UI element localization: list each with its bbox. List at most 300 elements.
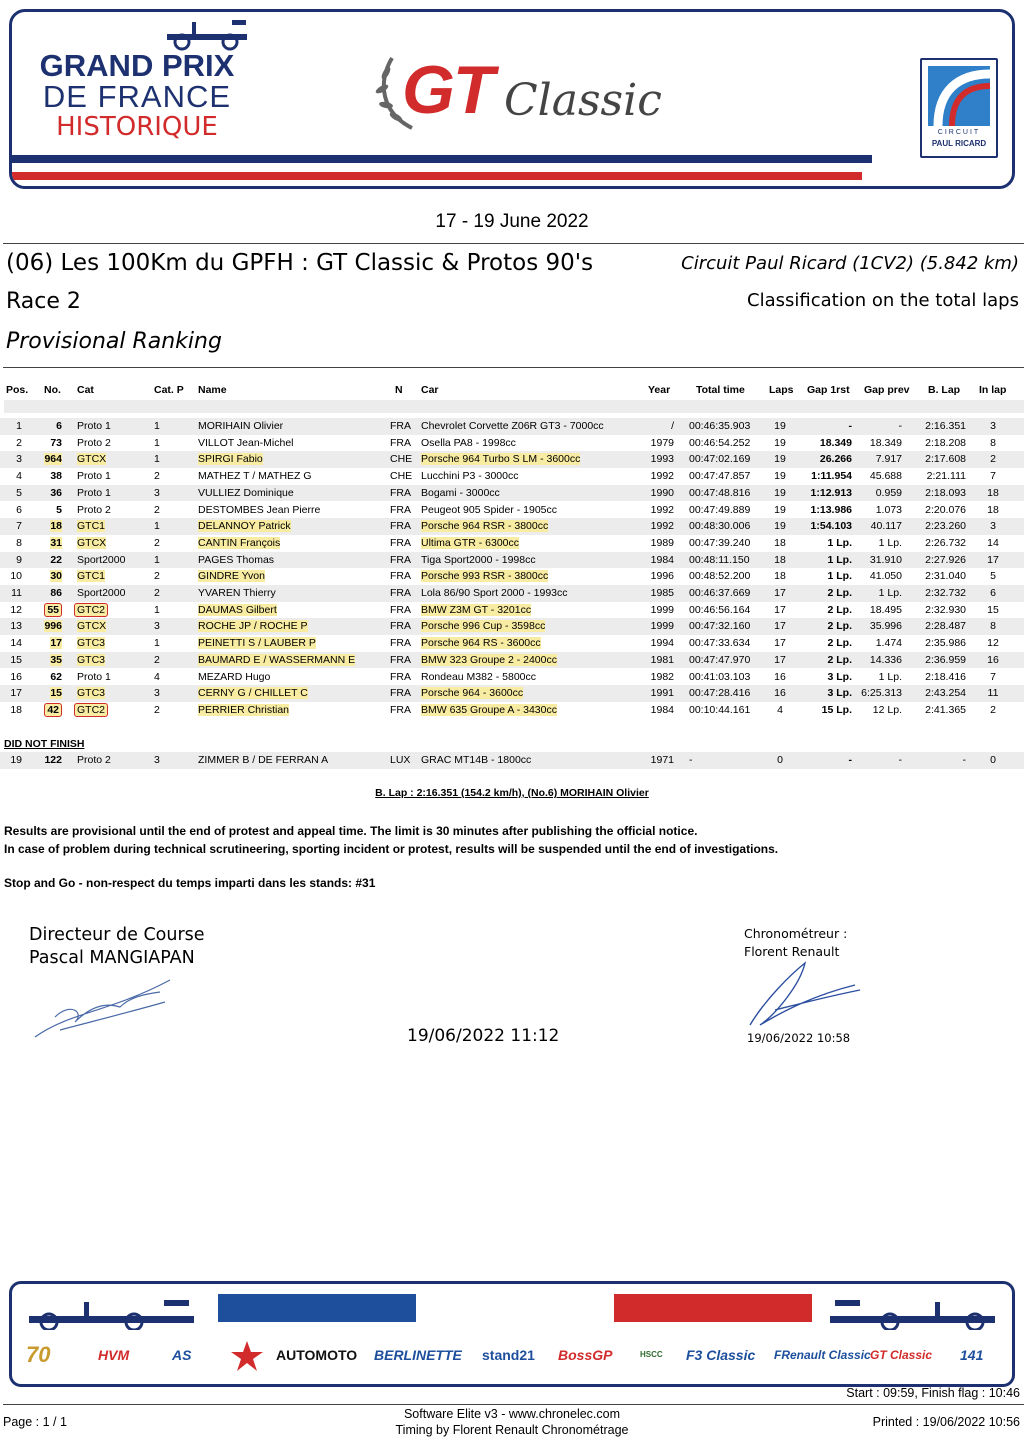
cell-no	[34, 537, 62, 549]
cell-name	[198, 453, 378, 465]
cell-time-value: 00:41:03.103	[689, 670, 751, 683]
cell-blap	[912, 487, 966, 499]
cell-pos	[0, 537, 22, 549]
cell-time	[689, 704, 757, 716]
cell-pos	[0, 754, 22, 766]
cell-pos	[0, 671, 22, 683]
cell-year	[642, 437, 674, 449]
cell-name	[198, 487, 378, 499]
cell-cat	[77, 487, 137, 499]
cell-inlap-value: 3	[990, 520, 996, 533]
cell-blap	[912, 537, 966, 549]
cell-name-value: DELANNOY Patrick	[198, 520, 291, 533]
start-finish-times: Start : 09:59, Finish flag : 10:46	[846, 1386, 1020, 1400]
cell-catp-value: 1	[154, 553, 160, 566]
cell-year-value: 1981	[650, 653, 674, 666]
cell-n	[390, 554, 416, 566]
cell-gapp-value: 1.474	[875, 637, 902, 650]
cell-pos-value: 5	[16, 486, 22, 499]
cell-inlap-value: 0	[990, 754, 996, 766]
cell-time-value: 00:47:33.634	[689, 637, 751, 650]
cell-blap-value: 2:17.608	[925, 453, 966, 466]
cell-gap1-value: 1 Lp.	[827, 570, 852, 583]
cell-n	[390, 453, 416, 465]
cell-no	[34, 654, 62, 666]
cell-no	[34, 437, 62, 449]
cell-no-value: 55	[44, 603, 62, 617]
cell-pos	[0, 620, 22, 632]
cell-name-value: ROCHE JP / ROCHE P	[198, 620, 308, 633]
cell-gap1	[796, 637, 852, 649]
cell-n	[390, 654, 416, 666]
cell-time	[689, 470, 757, 482]
sponsor-gt-classic: GT Classic	[870, 1348, 933, 1362]
cell-blap-value: 2:18.416	[925, 670, 966, 683]
cell-car-value: Chevrolet Corvette Z06R GT3 - 7000cc	[421, 420, 604, 432]
cell-cat-value: GTC2	[74, 603, 108, 617]
cell-pos-value: 19	[10, 754, 22, 766]
cell-cat	[77, 604, 137, 616]
cell-n	[390, 570, 416, 582]
cell-name	[198, 654, 378, 666]
cell-cat	[77, 570, 137, 582]
cell-car	[421, 437, 641, 449]
cell-gapp-value: 14.336	[869, 653, 902, 666]
cell-pos-value: 10	[10, 570, 22, 583]
gpfh-logo-line3: HISTORIQUE	[56, 112, 218, 142]
cell-n-value: FRA	[390, 603, 411, 616]
cell-year	[642, 470, 674, 482]
sponsor-star-icon	[230, 1340, 264, 1372]
cell-name	[198, 620, 378, 632]
cell-name	[198, 504, 378, 516]
col-best-lap: B. Lap	[928, 384, 961, 396]
cell-gap1	[796, 654, 852, 666]
cell-gap1	[796, 754, 852, 766]
flag-red-block	[614, 1294, 812, 1322]
cell-n-value: FRA	[390, 587, 411, 599]
race-car-right-icon	[820, 1292, 1000, 1330]
cell-gapp	[856, 570, 902, 582]
cell-year	[642, 704, 674, 716]
cell-name-value: ZIMMER B / DE FERRAN A	[198, 754, 329, 766]
cell-no-value: 22	[50, 553, 62, 566]
cell-car-value: BMW Z3M GT - 3201cc	[421, 603, 532, 616]
cell-gap1	[796, 704, 852, 716]
cell-no-value: 86	[50, 587, 62, 599]
cell-inlap-value: 6	[990, 587, 996, 599]
race-car-icon	[162, 16, 252, 52]
cell-no-value: 38	[50, 470, 62, 483]
cell-catp	[154, 537, 166, 549]
best-lap-summary: B. Lap : 2:16.351 (154.2 km/h), (No.6) MORIHAIN Olivier	[375, 787, 649, 799]
cell-inlap-value: 2	[990, 453, 996, 466]
cell-gapp-value: 35.996	[869, 620, 902, 633]
cell-pos-value: 6	[16, 503, 22, 516]
sponsor-berlinette: BERLINETTE	[374, 1347, 462, 1363]
cell-inlap	[980, 537, 1006, 549]
cell-catp	[154, 671, 166, 683]
cell-laps-value: 19	[774, 453, 786, 466]
cell-blap	[912, 470, 966, 482]
cell-time-value: 00:48:52.200	[689, 570, 751, 583]
header-banner	[9, 9, 1015, 189]
cell-name	[198, 570, 378, 582]
cell-inlap-value: 3	[990, 420, 996, 432]
cell-pos-value: 4	[16, 470, 22, 483]
cell-pos-value: 2	[16, 436, 22, 449]
cell-blap-value: 2:41.365	[925, 703, 966, 716]
cell-gapp-value: 40.117	[870, 520, 902, 533]
cell-inlap-value: 14	[987, 536, 999, 549]
cell-gap1	[796, 537, 852, 549]
cell-time-value: 00:47:47.857	[689, 470, 751, 483]
cell-cat-value: GTC3	[77, 637, 106, 650]
timekeeper-time: 19/06/2022 10:58	[747, 1031, 851, 1045]
cell-catp	[154, 604, 166, 616]
cell-name	[198, 604, 378, 616]
results-row	[0, 418, 1024, 435]
circuit-logo-icon	[928, 66, 990, 126]
cell-gap1-value: 26.266	[819, 453, 852, 466]
cell-time	[689, 587, 757, 599]
cell-time	[689, 520, 757, 532]
cell-cat-value: GTC1	[77, 570, 106, 583]
circuit-logo-line1: CIRCUIT	[937, 129, 981, 136]
cell-car-value: Porsche 964 - 3600cc	[421, 687, 524, 700]
cell-gap1-value: -	[848, 754, 852, 766]
cell-year	[642, 637, 674, 649]
cell-year-value: /	[671, 420, 674, 432]
cell-n-value: FRA	[390, 503, 411, 516]
results-row	[0, 585, 1024, 602]
cell-inlap-value: 7	[990, 670, 996, 683]
cell-blap-value: 2:43.254	[925, 687, 966, 700]
col-no: No.	[44, 384, 61, 396]
col-catp: Cat. P	[154, 384, 184, 396]
cell-blap-value: 2:27.926	[925, 553, 966, 566]
cell-n	[390, 637, 416, 649]
cell-name-value: DAUMAS Gilbert	[198, 603, 277, 616]
cell-laps-value: 17	[774, 620, 786, 633]
cell-gapp	[856, 704, 902, 716]
gt-classic-logo	[372, 47, 672, 137]
cell-gapp	[856, 754, 902, 766]
cell-year	[642, 754, 674, 766]
results-table-header	[0, 384, 1024, 399]
divider-middle	[3, 367, 1024, 368]
cell-laps-value: 16	[774, 670, 786, 683]
cell-car	[421, 671, 641, 683]
cell-time	[689, 437, 757, 449]
director-signature-icon	[30, 972, 180, 1042]
cell-no-value: 18	[50, 520, 62, 533]
results-row	[0, 652, 1024, 669]
cell-blap	[912, 604, 966, 616]
cell-time-value: 00:48:30.006	[689, 520, 751, 533]
cell-gap1-value: 1:54.103	[810, 520, 852, 533]
cell-gapp-value: 31.910	[869, 553, 902, 566]
cell-no	[34, 487, 62, 499]
cell-name	[198, 687, 378, 699]
cell-catp-value: 3	[154, 620, 160, 633]
timekeeper-title: Chronométreur :	[744, 926, 848, 941]
cell-inlap-value: 12	[987, 637, 999, 650]
cell-no-value: 964	[44, 453, 62, 466]
cell-gap1	[796, 420, 852, 432]
cell-laps-value: 19	[774, 436, 786, 449]
flag-blue-block	[218, 1294, 416, 1322]
cell-pos	[0, 654, 22, 666]
cell-gap1-value: 2 Lp.	[827, 587, 852, 599]
cell-year-value: 1999	[650, 620, 674, 633]
cell-laps	[765, 453, 795, 465]
cell-car	[421, 420, 641, 432]
results-row	[0, 602, 1024, 619]
cell-gapp	[856, 654, 902, 666]
cell-no-value: 73	[50, 436, 62, 449]
printed-time: Printed : 19/06/2022 10:56	[872, 1415, 1020, 1429]
cell-gapp	[856, 671, 902, 683]
cell-n-value: FRA	[390, 553, 411, 566]
cell-no	[34, 687, 62, 699]
cell-cat-value: Sport2000	[77, 553, 126, 566]
cell-pos	[0, 470, 22, 482]
cell-blap	[912, 687, 966, 699]
cell-n	[390, 420, 416, 432]
cell-year	[642, 587, 674, 599]
cell-n	[390, 587, 416, 599]
cell-gap1	[796, 520, 852, 532]
cell-pos-value: 1	[16, 420, 22, 432]
gpfh-logo	[22, 50, 252, 142]
cell-name-value: CERNY G / CHILLET C	[198, 687, 308, 700]
divider-top	[3, 243, 1024, 244]
publish-time: 19/06/2022 11:12	[407, 1026, 560, 1046]
cell-time-value: 00:46:35.903	[689, 420, 751, 432]
col-year: Year	[648, 384, 671, 396]
cell-cat-value: Sport2000	[77, 587, 126, 599]
cell-catp	[154, 587, 166, 599]
cell-inlap	[980, 754, 1006, 766]
results-row	[0, 552, 1024, 569]
cell-pos	[0, 604, 22, 616]
sponsor-141: 141	[960, 1347, 984, 1363]
cell-car	[421, 520, 641, 532]
cell-laps	[765, 570, 795, 582]
cell-inlap-value: 7	[990, 470, 996, 483]
cell-pos-value: 9	[16, 553, 22, 566]
cell-laps	[765, 470, 795, 482]
cell-year-value: 1979	[650, 436, 674, 449]
cell-catp-value: 3	[154, 486, 160, 499]
sponsor-bossgp: BossGP	[558, 1347, 613, 1363]
cell-inlap	[980, 437, 1006, 449]
cell-time	[689, 570, 757, 582]
cell-gap1	[796, 470, 852, 482]
cell-gapp	[856, 587, 902, 599]
cell-car-value: Porsche 993 RSR - 3800cc	[421, 570, 549, 583]
cell-laps-value: 19	[774, 420, 786, 432]
cell-cat	[77, 620, 137, 632]
cell-catp-value: 2	[154, 703, 160, 716]
gt-logo-main: GT	[402, 52, 493, 128]
cell-blap	[912, 654, 966, 666]
cell-inlap-value: 2	[990, 703, 996, 716]
gpfh-logo-line1: GRAND PRIX	[39, 48, 235, 83]
results-row	[0, 669, 1024, 686]
cell-year	[642, 453, 674, 465]
results-row	[0, 618, 1024, 635]
cell-blap-value: 2:36.959	[925, 653, 966, 666]
note-provisional: Results are provisional until the end of protest and appeal time. The limit is 30 minutes after publishing the official notice.	[4, 824, 698, 838]
cell-year	[642, 671, 674, 683]
cell-time-value: 00:47:02.169	[689, 453, 751, 466]
cell-year-value: 1971	[650, 754, 674, 766]
cell-gap1-value: 1 Lp.	[827, 536, 852, 549]
cell-name	[198, 671, 378, 683]
cell-inlap	[980, 504, 1006, 516]
cell-pos-value: 14	[10, 637, 22, 650]
cell-no-value: 35	[50, 653, 62, 666]
results-row	[0, 451, 1024, 468]
results-row	[0, 535, 1024, 552]
cell-cat-value: Proto 1	[77, 670, 111, 683]
circuit-logo-line2: PAUL RICARD	[931, 139, 987, 148]
cell-car-value: Porsche 996 Cup - 3598cc	[421, 620, 546, 633]
cell-catp	[154, 554, 166, 566]
cell-laps	[765, 637, 795, 649]
cell-cat-value: GTCX	[77, 620, 107, 633]
cell-laps	[765, 437, 795, 449]
cell-gapp-value: 7.917	[875, 453, 902, 466]
cell-gapp-value: 45.688	[869, 470, 902, 483]
cell-n	[390, 437, 416, 449]
sponsor-as: AS	[172, 1347, 192, 1363]
cell-year-value: 1985	[650, 587, 674, 599]
cell-car	[421, 537, 641, 549]
cell-laps-value: 19	[774, 486, 786, 499]
circuit-paul-ricard-logo	[920, 58, 998, 158]
cell-catp	[154, 437, 166, 449]
cell-blap	[912, 704, 966, 716]
cell-cat	[77, 437, 137, 449]
cell-gapp	[856, 453, 902, 465]
cell-catp-value: 2	[154, 653, 160, 666]
cell-catp	[154, 504, 166, 516]
cell-blap-value: 2:23.260	[925, 520, 966, 533]
results-row	[0, 468, 1024, 485]
cell-cat-value: GTCX	[77, 453, 107, 466]
cell-car-value: BMW 635 Groupe A - 3430cc	[421, 703, 557, 716]
cell-no	[34, 520, 62, 532]
cell-gap1	[796, 453, 852, 465]
race-title: Race 2	[6, 289, 81, 314]
cell-gap1	[796, 687, 852, 699]
cell-laps	[765, 537, 795, 549]
cell-gapp-value: 1 Lp.	[878, 587, 902, 599]
cell-no-value: 62	[50, 670, 62, 683]
cell-catp-value: 4	[154, 670, 160, 683]
cell-n-value: FRA	[390, 637, 411, 650]
cell-gap1-value: 3 Lp.	[827, 670, 852, 683]
cell-pos	[0, 554, 22, 566]
sponsor-automoto: AUTOMOTO	[276, 1347, 358, 1363]
cell-gap1	[796, 570, 852, 582]
cell-gap1-value: 2 Lp.	[827, 637, 852, 650]
results-row	[0, 485, 1024, 502]
col-pos: Pos.	[6, 384, 29, 396]
cell-pos	[0, 570, 22, 582]
cell-catp	[154, 687, 166, 699]
cell-gap1-value: -	[848, 420, 852, 432]
cell-name-value: CANTIN François	[198, 536, 281, 549]
cell-inlap	[980, 637, 1006, 649]
divider-footer	[3, 1404, 1024, 1405]
cell-time	[689, 754, 757, 766]
cell-time-value: 00:47:48.816	[689, 486, 751, 499]
cell-time	[689, 637, 757, 649]
cell-time-value: 00:46:56.164	[689, 603, 751, 616]
cell-year-value: 1982	[650, 670, 674, 683]
cell-blap	[912, 554, 966, 566]
cell-cat-value: Proto 1	[77, 470, 111, 483]
ranking-status: Provisional Ranking	[6, 329, 222, 354]
cell-laps	[765, 687, 795, 699]
cell-inlap-value: 8	[990, 620, 996, 633]
cell-blap	[912, 437, 966, 449]
cell-laps	[765, 604, 795, 616]
cell-name-value: MATHEZ T / MATHEZ G	[198, 470, 312, 483]
cell-car-value: Tiga Sport2000 - 1998cc	[421, 553, 536, 566]
cell-inlap-value: 15	[987, 603, 999, 616]
cell-car	[421, 504, 641, 516]
cell-blap	[912, 754, 966, 766]
cell-no	[34, 671, 62, 683]
col-gap-prev: Gap prev	[864, 384, 910, 396]
event-dates: 17 - 19 June 2022	[435, 211, 589, 232]
cell-cat-value: GTC3	[77, 687, 106, 700]
cell-year-value: 1991	[650, 687, 674, 700]
col-car: Car	[421, 384, 439, 396]
cell-inlap-value: 11	[987, 687, 999, 700]
sponsor-70: 70	[26, 1342, 51, 1367]
cell-year-value: 1984	[650, 703, 674, 716]
note-scrutineering: In case of problem during technical scrutineering, sporting incident or protest, results will be suspended until the end of investigations.	[4, 842, 779, 856]
cell-car	[421, 654, 641, 666]
cell-catp-value: 1	[154, 436, 160, 449]
cell-gap1	[796, 620, 852, 632]
cell-no	[34, 420, 62, 432]
software-credit: Software Elite v3 - www.chronelec.com	[403, 1407, 621, 1421]
cell-cat	[77, 587, 137, 599]
cell-car-value: Lola 86/90 Sport 2000 - 1993cc	[421, 587, 568, 599]
cell-blap	[912, 637, 966, 649]
cell-cat	[77, 537, 137, 549]
cell-n	[390, 537, 416, 549]
cell-pos-value: 12	[10, 603, 22, 616]
cell-gapp	[856, 554, 902, 566]
cell-no-value: 5	[56, 503, 62, 516]
cell-cat-value: GTC1	[77, 520, 106, 533]
cell-gapp-value: 18.349	[869, 436, 902, 449]
cell-car	[421, 487, 641, 499]
cell-time	[689, 420, 757, 432]
cell-catp-value: 3	[154, 754, 160, 766]
cell-laps-value: 18	[774, 553, 786, 566]
cell-blap	[912, 504, 966, 516]
cell-inlap-value: 8	[990, 436, 996, 449]
